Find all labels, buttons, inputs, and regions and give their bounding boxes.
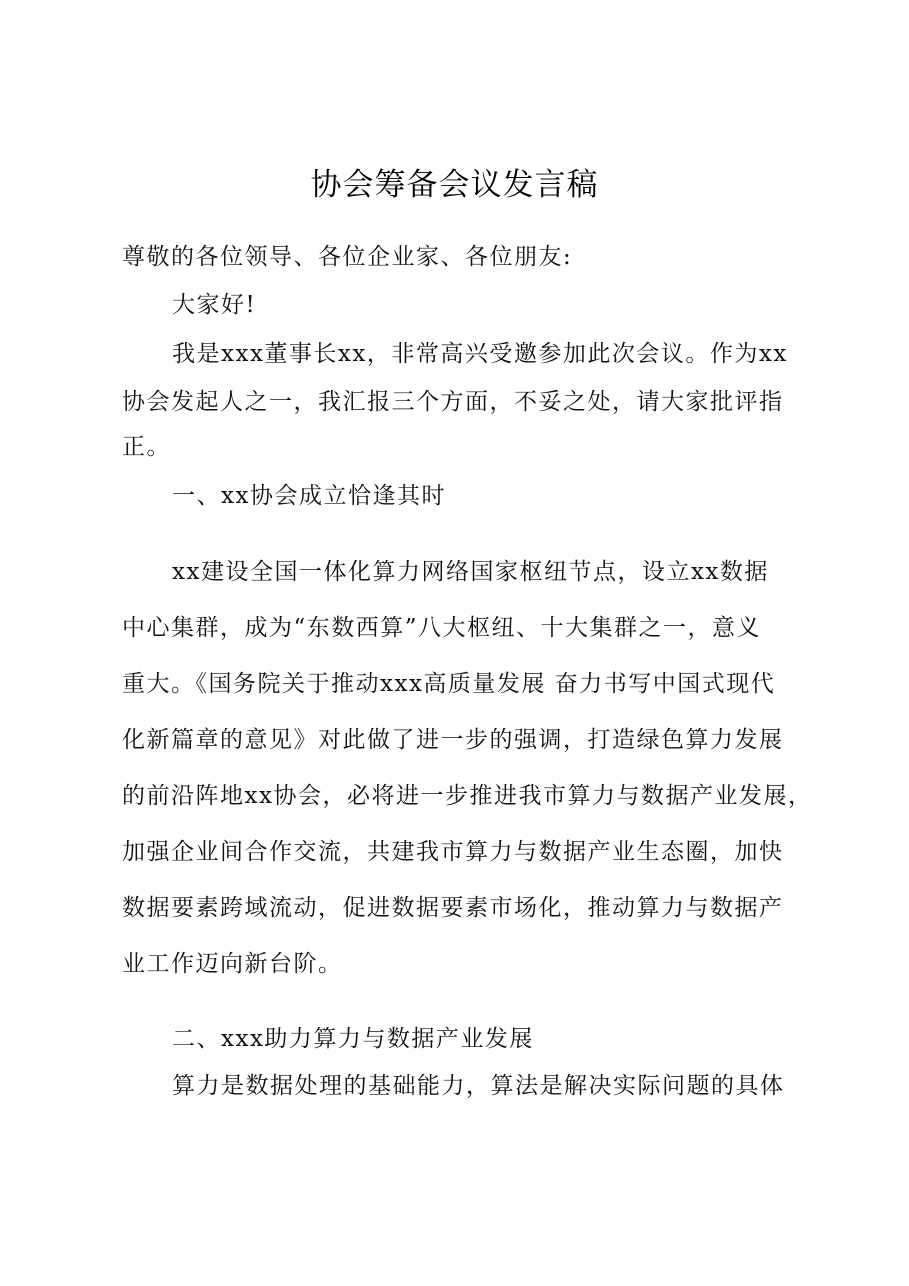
section-1-line-5: 的前沿阵地xx协会，必将进一步推进我市算力与数据产业发展， [122,783,813,809]
intro-line-1: 我是xxx董事长xx，非常高兴受邀参加此次会议。作为xx [172,341,788,367]
section-2-heading: 二、xxx助力算力与数据产业发展 [172,1026,534,1052]
section-1-line-7: 数据要素跨域流动，促进数据要素市场化，推动算力与数据产 [122,895,784,921]
document-title: 协会筹备会议发言稿 [310,167,599,203]
section-2-line-1: 算力是数据处理的基础能力，算法是解决实际问题的具体 [172,1073,785,1099]
greeting: 大家好! [172,292,257,318]
section-1-line-3: 重大。《国务院关于推动xxx高质量发展 奋力书写中国式现代 [122,671,776,697]
section-1-line-1: xx建设全国一体化算力网络国家枢纽节点，设立xx数据 [172,559,769,585]
section-1-line-2: 中心集群，成为“东数西算”八大枢纽、十大集群之一，意义 [122,615,762,641]
section-1-line-4: 化新篇章的意见》对此做了进一步的强调，打造绿色算力发展 [122,727,784,753]
section-1-line-6: 加强企业间合作交流，共建我市算力与数据产业生态圈，加快 [122,839,784,865]
section-1-heading: 一、xx协会成立恰逢其时 [172,483,446,509]
salutation: 尊敬的各位领导、各位企业家、各位朋友: [122,244,573,270]
intro-line-3: 正。 [122,434,171,460]
section-1-line-8: 业工作迈向新台阶。 [122,951,343,977]
intro-line-2: 协会发起人之一，我汇报三个方面，不妥之处，请大家批评指 [122,389,784,415]
